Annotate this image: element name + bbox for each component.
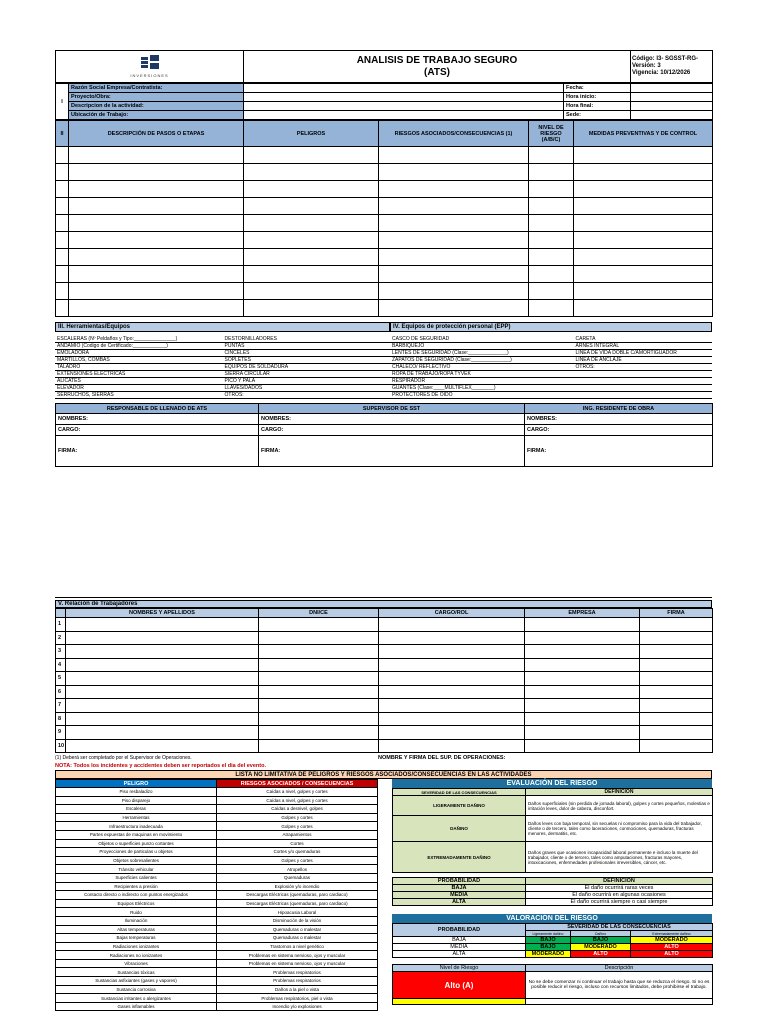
tool-item[interactable]: LLAVES/DADOS [223, 385, 391, 392]
peligro-cell: Objetos o superficies punzo cortantes [56, 839, 217, 848]
sede-field[interactable] [631, 111, 713, 120]
row-number: 8 [56, 712, 66, 726]
riesgo-cell: Descargas Eléctricas (quemaduras, paro cardiaco) [217, 891, 378, 900]
val-cell: ALTO [631, 944, 713, 951]
peligro-row [56, 865, 378, 874]
peligro-cell: Infraestructura inadecuada [56, 822, 217, 831]
tool-item[interactable]: PICO Y PALA [223, 378, 391, 385]
hora-final-label: Hora final: [564, 102, 631, 111]
riesgo-cell: Quemaduras [217, 873, 378, 882]
tool-item[interactable]: DESTORNILLADORES [223, 336, 391, 343]
section-4-title: IV. Equipos de protección personal (EPP) [390, 322, 712, 332]
peligros-table [55, 779, 378, 1011]
sede-label: Sede: [564, 111, 631, 120]
sev-definition: Daños leves con baja temporal, sin secuelas ni compromiso para la vida del trabajador, cliente o de tercero, tales como laceraciones, conmociones, quemaduras, fracturas menores, dermatitis, etc. [526, 816, 713, 842]
peligro-cell: Vibraciones [56, 959, 217, 968]
peligro-cell: Equipos Eléctricos [56, 899, 217, 908]
peligro-row [56, 813, 378, 822]
val-prob: BAJA [393, 937, 526, 944]
document-title: ANALISIS DE TRABAJO SEGURO [356, 54, 518, 66]
col-pasos: DESCRIPCIÓN DE PASOS O ETAPAS [69, 121, 244, 147]
peligro-cell: Piso resbaladizo [56, 788, 217, 797]
riesgo-cell: Golpes y cortes [217, 813, 378, 822]
firma-label[interactable]: FIRMA: [259, 436, 525, 467]
epp-item[interactable]: LINEA DE VIDA DOBLE C/AMORTIGUADOR [574, 350, 712, 357]
nombres-label[interactable]: NOMBRES: [56, 414, 259, 425]
firma-label[interactable]: FIRMA: [525, 436, 713, 467]
col-medidas: MEDIDAS PREVENTIVAS Y DE CONTROL [574, 121, 713, 147]
section-1-number: I [56, 84, 69, 120]
riesgo-cell: Hipoacusia Laboral [217, 908, 378, 917]
peligros-title: LISTA NO LIMITATIVA DE PELIGROS Y RIESGOS ASOCIADOS/CONSECUENCIAS EN LAS ACTIVIDADES [55, 770, 712, 779]
evaluacion-area [392, 779, 712, 1011]
worker-row[interactable] [56, 658, 713, 672]
footnote-row [55, 753, 712, 762]
prob-def-col: DEFINICIÓN [526, 878, 713, 885]
epp-item[interactable]: BARBIQUEJO [390, 343, 574, 350]
epp-item[interactable]: CHALECO/ REFLECTIVO [390, 364, 574, 371]
step-row[interactable] [56, 266, 713, 283]
riesgo-cell: Problemas respiratorios, piel o vista [217, 994, 378, 1003]
riesgo-cell: Incendio y/o explosiones [217, 1002, 378, 1011]
worker-row[interactable] [56, 685, 713, 699]
nivel-alto: Alto (A) [393, 972, 526, 999]
worker-row[interactable] [56, 739, 713, 753]
col-empresa: EMPRESA [525, 609, 640, 618]
epp-item[interactable]: LINEA DE ANCLAJE [574, 357, 712, 364]
meta-cell [631, 51, 713, 83]
peligro-cell: Proyecciones de particulas u objetos [56, 848, 217, 857]
firma-label[interactable]: FIRMA: [56, 436, 259, 467]
peligro-row [56, 977, 378, 986]
val-sev-col: Dañino [571, 931, 631, 937]
riesgo-cell: Problemas en sistema nervioso, ojos y muscular [217, 959, 378, 968]
peligro-cell: Objetos sobresalientes [56, 856, 217, 865]
sev-level: EXTREMADAMENTE DAÑINO [393, 842, 526, 873]
probabilidad-table [392, 877, 713, 906]
prob-col: PROBABILIDAD [393, 878, 526, 885]
epp-item[interactable]: ZAPATOS DE SEGURIDAD (Clase:______________) [390, 357, 574, 364]
document-subtitle: (ATS) [424, 66, 450, 78]
peligro-header: PELIGRO [56, 780, 217, 788]
peligro-cell: Herramientas [56, 813, 217, 822]
val-prob: MEDIA [393, 944, 526, 951]
hora-inicio-field[interactable] [631, 93, 713, 102]
fecha-label: Fecha: [564, 84, 631, 93]
row-number: 5 [56, 672, 66, 686]
severidad-table [392, 788, 713, 873]
peligro-cell: Partes expuestas de maquinas en movimiento [56, 830, 217, 839]
peligro-cell: Radiaciones ionizantes [56, 942, 217, 951]
epp-item[interactable]: LENTES DE SEGURIDAD (Clase:______________) [390, 350, 574, 357]
steps-body [56, 147, 713, 317]
nivel-alto-desc: No se debe comenzar ni continuar el trabajo hasta que se reduzca el riesgo. Si no es posible reducir el riesgo, incluso con recursos limitados, debe prohibirse el trabajo. [526, 972, 713, 999]
peligro-cell: Sustancia corrosiva [56, 985, 217, 994]
worker-row[interactable] [56, 712, 713, 726]
step-row[interactable] [56, 249, 713, 266]
peligro-row [56, 916, 378, 925]
val-cell: BAJO [526, 944, 571, 951]
razon-social-label: Razón Social Empresa/Contratista: [69, 84, 244, 93]
epp-item[interactable]: OTROS: [574, 364, 712, 371]
tool-item[interactable]: ANDAMIO (Codigo de Certificado:____________) [55, 343, 223, 350]
peligros-list [55, 779, 378, 1011]
workers-table [55, 608, 713, 753]
val-cell: ALTO [631, 951, 713, 958]
row-number: 10 [56, 739, 66, 753]
riesgo-cell: Problemas respiratorios [217, 977, 378, 986]
peligro-cell: Iluminación [56, 916, 217, 925]
tool-item[interactable]: EQUIPOS DE SOLDADURA [223, 364, 391, 371]
step-row[interactable] [56, 283, 713, 300]
val-prob-header: PROBABILIDAD [393, 924, 526, 937]
peligro-row [56, 934, 378, 943]
riesgo-cell: Atrapamientos [217, 830, 378, 839]
proyecto-field[interactable] [244, 93, 564, 102]
riesgo-cell: Quemaduras o malestar [217, 934, 378, 943]
val-sev-col: Ligeramente dañino [526, 931, 571, 937]
tool-item[interactable]: TALADRO [55, 364, 223, 371]
peligro-row [56, 891, 378, 900]
val-cell: MODERADO [571, 944, 631, 951]
peligro-cell: Ruido [56, 908, 217, 917]
riesgo-cell: Atropellos [217, 865, 378, 874]
tools-table [55, 336, 390, 399]
riesgo-cell: Cortes [217, 839, 378, 848]
logo-icon [139, 55, 161, 71]
row-number: 3 [56, 645, 66, 659]
peligro-cell: Recipientes a presión [56, 882, 217, 891]
ubicacion-label: Ubicación de Trabajo: [69, 111, 244, 120]
peligro-row [56, 788, 378, 797]
nombres-label[interactable]: NOMBRES: [525, 414, 713, 425]
descripcion-label: Descripcion de la actividad: [69, 102, 244, 111]
peligro-row [56, 873, 378, 882]
desc-col: Descripción [526, 965, 713, 972]
doc-version: Versión: 3 [632, 63, 661, 69]
sig-col-responsable: RESPONSABLE DE LLENADO DE ATS [56, 404, 259, 414]
epp-item[interactable]: ROPA DE TRABAJO/ROPA TYVEK [390, 371, 574, 378]
tool-item[interactable]: EMOLADORA [55, 350, 223, 357]
epp-table [390, 336, 712, 399]
sev-col: SEVERIDAD DE LAS CONSECUENCIAS [393, 789, 526, 796]
worker-row[interactable] [56, 631, 713, 645]
tool-item[interactable]: OTROS: [223, 392, 391, 399]
val-sev-header: SEVERIDAD DE LAS CONSECUENCIAS [526, 924, 713, 931]
proyecto-label: Proyecto/Obra: [69, 93, 244, 102]
worker-row[interactable] [56, 726, 713, 740]
peligro-row [56, 899, 378, 908]
sev-definition: Daños graves que ocasionen incapacidad laboral permanente e incluso la muerte del trabajador, cliente o de tercero, tales como amputaciones, fracturas mayores, intoxicaciones, enfermedades profesionales irreversibles, cáncer, etc. [526, 842, 713, 873]
lists-area [55, 779, 712, 1011]
tool-item[interactable]: ALICATES [55, 378, 223, 385]
footnote: (1) Deberá ser completado por el Supervisor de Operaciones. [55, 754, 192, 761]
tool-item[interactable]: ESCALERAS (Nº Peldaños y Tipo:_______________) [55, 336, 223, 343]
peligro-row [56, 959, 378, 968]
prob-definition: El daño ocurrirá siempre o casi siempre [526, 899, 713, 906]
epp-item[interactable]: CARETA [574, 336, 712, 343]
worker-row[interactable] [56, 618, 713, 632]
step-row[interactable] [56, 181, 713, 198]
col-peligros: PELIGROS [244, 121, 379, 147]
section-3 [55, 322, 390, 399]
riesgo-cell: Golpes y cortes [217, 822, 378, 831]
row-number: 2 [56, 631, 66, 645]
step-row[interactable] [56, 147, 713, 164]
row-number: 4 [56, 658, 66, 672]
logo-text: INVERSIONES [130, 73, 169, 78]
sev-level: LIGERAMENTE DAÑINO [393, 796, 526, 816]
evaluacion-title: EVALUACIÓN DEL RIESGO [392, 779, 712, 788]
section-1-table [55, 83, 713, 120]
descripcion-field[interactable] [244, 102, 564, 111]
peligro-row [56, 830, 378, 839]
cargo-label[interactable]: CARGO: [259, 425, 525, 436]
sig-col-supervisor: SUPERVISOR DE SST [259, 404, 525, 414]
tool-item[interactable]: ELEVADOR [55, 385, 223, 392]
peligro-cell: Sustancias irritantes o alergizantes [56, 994, 217, 1003]
section-2-table [55, 120, 713, 317]
val-sev-col: Extremadamente dañino [631, 931, 713, 937]
peligro-cell: Escaleras [56, 805, 217, 814]
signatures-table [55, 403, 713, 467]
ubicacion-field[interactable] [244, 111, 564, 120]
title-cell [244, 51, 631, 83]
peligro-row [56, 882, 378, 891]
peligros-body [56, 788, 378, 1011]
col-nivel: NIVEL DE RIESGO (A/B/C) [529, 121, 574, 147]
peligro-cell: Superficies calientes [56, 873, 217, 882]
peligro-row [56, 985, 378, 994]
cargo-label[interactable]: CARGO: [525, 425, 713, 436]
company-logo [58, 55, 241, 78]
val-cell: BAJO [526, 937, 571, 944]
tool-item[interactable]: SERRUCHOS, SIERRAS [55, 392, 223, 399]
riesgo-cell: Daños a la piel o vista [217, 985, 378, 994]
logo-cell [56, 51, 244, 83]
step-row[interactable] [56, 164, 713, 181]
row-number: 7 [56, 699, 66, 713]
peligro-row [56, 848, 378, 857]
peligro-cell: Gases inflamables [56, 1002, 217, 1011]
peligro-cell: Bajas temperaturas [56, 934, 217, 943]
riesgo-cell: Golpes y cortes [217, 856, 378, 865]
epp-item[interactable]: RESPIRADOR [390, 378, 574, 385]
hora-inicio-label: Hora inicio: [564, 93, 631, 102]
riesgo-cell: Problemas en sistema nervioso, ojos y muscular [217, 951, 378, 960]
row-number: 6 [56, 685, 66, 699]
prob-level: BAJA [393, 885, 526, 892]
riesgo-cell: Disminución de la visión [217, 916, 378, 925]
row-number: 1 [56, 618, 66, 632]
peligro-row [56, 1002, 378, 1011]
valoracion-table [392, 923, 713, 958]
peligro-row [56, 994, 378, 1003]
step-row[interactable] [56, 215, 713, 232]
worker-row[interactable] [56, 672, 713, 686]
peligro-row [56, 942, 378, 951]
col-dni: DNI/CE [259, 609, 379, 618]
step-row[interactable] [56, 232, 713, 249]
doc-code: Código: I3- SGSST-RG- [632, 56, 698, 62]
epp-item[interactable]: ARNES INTEGRAL [574, 343, 712, 350]
sup-operaciones-label: NOMBRE Y FIRMA DEL SUP. DE OPERACIONES: [378, 754, 506, 761]
val-cell: BAJO [571, 937, 631, 944]
section-5-title: V. Relación de Trabajadores [55, 600, 712, 608]
riesgo-cell: Problemas respiratorios [217, 968, 378, 977]
nivel-col: Nivel de Riesgo [393, 965, 526, 972]
val-prob: ALTA [393, 951, 526, 958]
tool-item[interactable]: SOPLETES [223, 357, 391, 364]
peligro-row [56, 856, 378, 865]
riesgo-cell: Caídas a desnivel, golpes [217, 805, 378, 814]
peligro-row [56, 951, 378, 960]
riesgo-header: RIESGOS ASOCIADOS / CONSECUENCIAS [217, 780, 378, 788]
peligro-row [56, 839, 378, 848]
epp-item[interactable]: CASCO DE SEGURIDAD [390, 336, 574, 343]
hora-final-field[interactable] [631, 102, 713, 111]
nota: NOTA: Todos los incidentes y accidentes deben ser reportados el dia del evento. [55, 763, 266, 769]
riesgo-cell: Caídas a nivel, golpes y cortes [217, 788, 378, 797]
tool-item[interactable]: SIERRA CIRCULAR [223, 371, 391, 378]
section-3-4 [55, 322, 712, 399]
prob-level: MEDIA [393, 892, 526, 899]
ats-page-1 [55, 50, 712, 467]
sev-definition: Daños superficiales (sin perdida de jornada laboral), golpes y cortes pequeños, molestias e irritación leves, dolor de cabeza, disconfort. [526, 796, 713, 816]
peligro-cell: Piso disparejo [56, 796, 217, 805]
peligro-row [56, 925, 378, 934]
riesgo-cell: Explosión y/o incendio [217, 882, 378, 891]
epp-item[interactable]: GUANTES (Clase:____MULTIFLEX________) [390, 385, 574, 392]
col-firma: FIRMA [640, 609, 713, 618]
step-row[interactable] [56, 300, 713, 317]
worker-row[interactable] [56, 645, 713, 659]
val-cell: MODERADO [631, 937, 713, 944]
col-riesgos: RIESGOS ASOCIADOS/CONSECUENCIAS (1) [379, 121, 529, 147]
razon-social-field[interactable] [244, 84, 564, 93]
peligro-row [56, 908, 378, 917]
riesgo-cell: Descargas Eléctricas (quemaduras, paro cardiaco) [217, 899, 378, 908]
peligro-cell: Radiaciones no ionizantes [56, 951, 217, 960]
section-4 [390, 322, 712, 399]
riesgo-cell: Trastornos a nivel genético [217, 942, 378, 951]
step-row[interactable] [56, 198, 713, 215]
worker-row[interactable] [56, 699, 713, 713]
nombres-label[interactable]: NOMBRES: [259, 414, 525, 425]
val-cell: MODERADO [526, 951, 571, 958]
riesgo-cell: Quemaduras o malestar [217, 925, 378, 934]
epp-item[interactable]: PROTECTORES DE OIDO [390, 392, 574, 399]
peligro-cell: Tránsito vehicular [56, 865, 217, 874]
nivel-table [392, 964, 713, 1005]
def-col: DEFINICIÓN [526, 789, 713, 796]
header-table [55, 50, 713, 83]
tool-item[interactable]: CINCELES [223, 350, 391, 357]
col-cargo: CARGO/ROL [379, 609, 525, 618]
doc-vigencia: Vigencia: 10/12/2026 [632, 70, 691, 76]
sev-level: DAÑINO [393, 816, 526, 842]
prob-definition: El daño ocurrirá en algunas ocasiones [526, 892, 713, 899]
peligro-cell: Sustancias tóxicas [56, 968, 217, 977]
section-3-title: III. Herramientas/Equipos [55, 322, 390, 332]
tool-item[interactable]: MARTILLOS, COMBAS [55, 357, 223, 364]
peligro-row [56, 796, 378, 805]
cargo-label[interactable]: CARGO: [56, 425, 259, 436]
ats-page-2 [55, 597, 712, 1011]
prob-definition: El daño ocurrirá raras veces [526, 885, 713, 892]
peligro-row [56, 822, 378, 831]
valoracion-title: VALORACIÓN DEL RIESGO [392, 914, 712, 923]
sig-col-residente: ING. RESIDENTE DE OBRA [525, 404, 713, 414]
peligro-row [56, 968, 378, 977]
peligro-cell: Contacto directo o indirecto con puntos energizados [56, 891, 217, 900]
col-nombres: NOMBRES Y APELLIDOS [66, 609, 259, 618]
riesgo-cell: Caídas a nivel, golpes y cortes [217, 796, 378, 805]
peligro-row [56, 805, 378, 814]
peligro-cell: Altas temperaturas [56, 925, 217, 934]
prob-level: ALTA [393, 899, 526, 906]
fecha-field[interactable] [631, 84, 713, 93]
tool-item[interactable]: PUNTAS [223, 343, 391, 350]
riesgo-cell: Cortes y/o quemaduras [217, 848, 378, 857]
tool-item[interactable]: EXTENSIONES ELECTRICAS [55, 371, 223, 378]
row-number: 9 [56, 726, 66, 740]
section-2-number: II [56, 121, 69, 147]
val-cell: ALTO [571, 951, 631, 958]
peligro-cell: Sustancias asfixiantes (gases y vapores) [56, 977, 217, 986]
